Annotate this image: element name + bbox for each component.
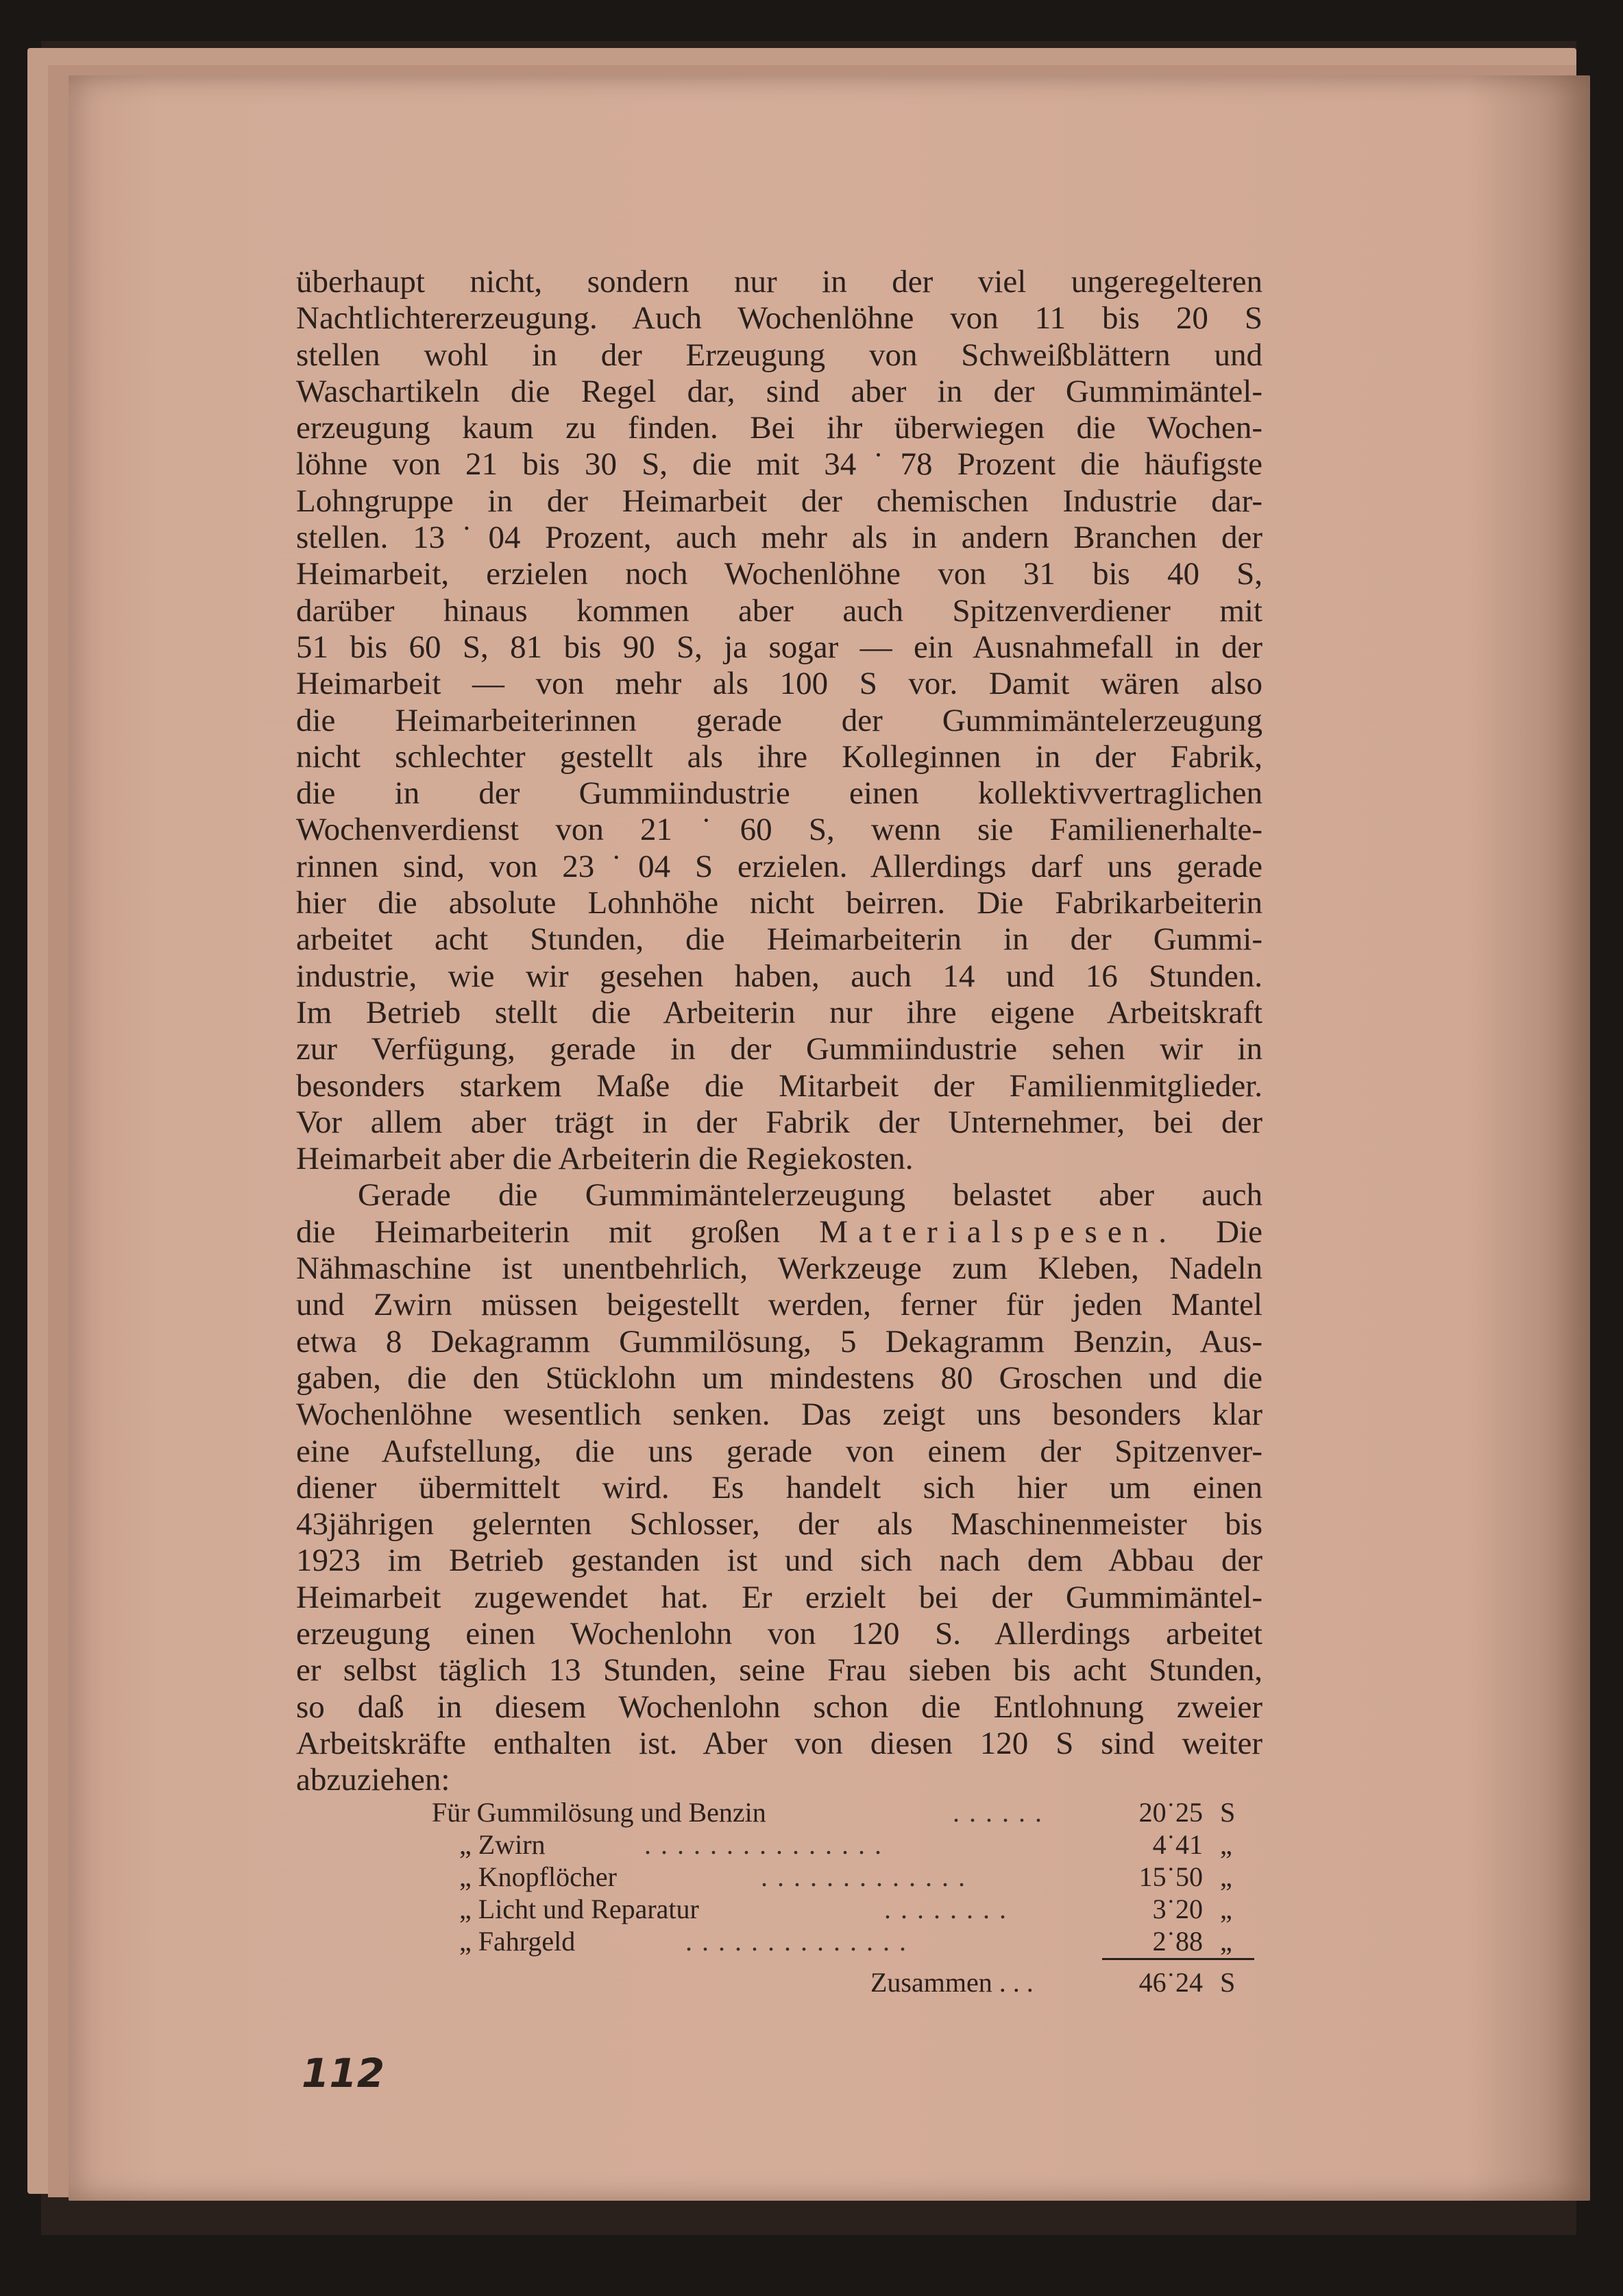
text-line: stellen wohl in der Erzeugung von Schweißblättern und (296, 337, 1262, 373)
expense-row (432, 1925, 1254, 1957)
body-text (296, 264, 1262, 1798)
expense-label: „ Fahrgeld (459, 1926, 576, 1957)
leader-dots: ............. (761, 1861, 975, 1892)
text-line: eine Aufstellung, die uns gerade von einem der Spitzenver- (296, 1433, 1262, 1469)
text-line: arbeitet acht Stunden, die Heimarbeiterin in der Gummi- (296, 921, 1262, 958)
text-line: Lohngruppe in der Heimarbeit der chemischen Industrie dar- (296, 483, 1262, 519)
expense-label: „ Zwirn (459, 1829, 546, 1860)
text-line: so daß in diesem Wochenlohn schon die Entlohnung zweier (296, 1689, 1262, 1725)
text-line: Heimarbeit aber die Arbeiterin die Regiekosten. (296, 1141, 914, 1177)
expense-value: 3˙20 (1152, 1894, 1203, 1924)
text-line: zur Verfügung, gerade in der Gummiindustrie sehen wir in (296, 1031, 1262, 1067)
paragraph-2 (296, 1177, 1262, 1798)
text-line: abzuziehen: (296, 1762, 450, 1798)
expense-label: Für Gummilösung und Benzin (432, 1797, 766, 1828)
text-line: Wochenlöhne wesentlich senken. Das zeigt uns besonders klar (296, 1397, 1262, 1433)
expense-unit: S (1220, 1797, 1236, 1828)
text-line: 43jährigen gelernten Schlosser, der als Maschinenmeister bis (296, 1506, 1262, 1543)
expense-value: 4˙41 (1152, 1829, 1203, 1860)
expense-value: 20˙25 (1138, 1797, 1203, 1828)
text-line: er selbst täglich 13 Stunden, seine Frau sieben bis acht Stunden, (296, 1652, 1262, 1689)
text-line: Vor allem aber trägt in der Fabrik der Unternehmer, bei der (296, 1104, 1262, 1140)
sum-rule (1102, 1958, 1254, 1960)
text-line: industrie, wie wir gesehen haben, auch 14 und 16 Stunden. (296, 958, 1262, 994)
expense-row (432, 1828, 1254, 1861)
text-line: die in der Gummiindustrie einen kollektivvertraglichen (296, 775, 1262, 812)
text-line: Wochenverdienst von 21˙60 S, wenn sie Familienerhalte- (296, 812, 1262, 848)
text-line: 51 bis 60 S, 81 bis 90 S, ja sogar — ein Ausnahmefall in der (296, 629, 1262, 665)
leader-dots: ...... (953, 1797, 1051, 1828)
total-label: Zusammen . . . (870, 1967, 1034, 1998)
text-line: Nachtlichtererzeugung. Auch Wochenlöhne von 11 bis 20 S (296, 300, 1262, 337)
text-line: Heimarbeit, erzielen noch Wochenlöhne von 31 bis 40 S, (296, 556, 1262, 592)
page-number: 112 (302, 2050, 385, 2096)
expense-value: 15˙50 (1138, 1861, 1203, 1892)
paragraph-1 (296, 264, 1262, 1177)
expense-row (432, 1796, 1254, 1828)
text-line: Heimarbeit — von mehr als 100 S vor. Damit wären also (296, 666, 1262, 702)
text-line: diener übermittelt wird. Es handelt sich hier um einen (296, 1469, 1262, 1506)
text-line: erzeugung einen Wochenlohn von 120 S. Allerdings arbeitet (296, 1615, 1262, 1652)
text-line: nicht schlechter gestellt als ihre Kolleginnen in der Fabrik, (296, 738, 1262, 775)
text-line: etwa 8 Dekagramm Gummilösung, 5 Dekagramm Benzin, Aus- (296, 1323, 1262, 1360)
expense-value: 2˙88 (1152, 1926, 1203, 1957)
expense-row (432, 1893, 1254, 1925)
text-line: gaben, die den Stücklohn um mindestens 80 Groschen und die (296, 1360, 1262, 1396)
text-line: darüber hinaus kommen aber auch Spitzenverdiener mit (296, 592, 1262, 629)
expense-total-row (870, 1966, 1254, 1998)
text-line: löhne von 21 bis 30 S, die mit 34˙78 Prozent die häufigste (296, 446, 1262, 483)
expense-unit: „ (1220, 1861, 1232, 1892)
expense-label: „ Licht und Reparatur (459, 1894, 699, 1924)
text-line: rinnen sind, von 23˙04 S erzielen. Allerdings darf uns gerade (296, 848, 1262, 884)
text-line: Arbeitskräfte enthalten ist. Aber von diesen 120 S sind weiter (296, 1725, 1262, 1761)
text-line: Heimarbeit zugewendet hat. Er erzielt bei der Gummimäntel- (296, 1579, 1262, 1615)
expense-unit: „ (1220, 1829, 1232, 1860)
leader-dots: ........ (884, 1894, 1016, 1924)
expense-unit: „ (1220, 1894, 1232, 1924)
text-line: und Zwirn müssen beigestellt werden, ferner für jeden Mantel (296, 1287, 1262, 1323)
expense-table (432, 1796, 1254, 1957)
text-line: Im Betrieb stellt die Arbeiterin nur ihre eigene Arbeitskraft (296, 994, 1262, 1030)
text-line: Gerade die Gummimäntelerzeugung belastet aber auch (358, 1177, 1262, 1213)
total-value: 46˙24 (1138, 1967, 1203, 1998)
text-line: besonders starkem Maße die Mitarbeit der Familienmitglieder. (296, 1067, 1262, 1104)
text-line: die Heimarbeiterin mit großen Materialspesen. Die (296, 1213, 1263, 1250)
expense-unit: „ (1220, 1926, 1232, 1957)
text-line: erzeugung kaum zu finden. Bei ihr überwiegen die Wochen- (296, 410, 1262, 446)
expense-row (432, 1861, 1254, 1893)
text-line: die Heimarbeiterinnen gerade der Gummimäntelerzeugung (296, 702, 1262, 738)
emphasized-term: Materialspesen. (819, 1213, 1177, 1250)
leader-dots: ............... (644, 1829, 891, 1860)
text-line: Nähmaschine ist unentbehrlich, Werkzeuge zum Kleben, Nadeln (296, 1250, 1262, 1287)
text-line: stellen. 13˙04 Prozent, auch mehr als in andern Branchen der (296, 520, 1262, 556)
text-line: hier die absolute Lohnhöhe nicht beirren. Die Fabrikarbeiterin (296, 885, 1262, 921)
text-line: 1923 im Betrieb gestanden ist und sich nach dem Abbau der (296, 1543, 1262, 1579)
expense-label: „ Knopflöcher (459, 1861, 617, 1892)
text-line: Waschartikeln die Regel dar, sind aber in der Gummimäntel- (296, 373, 1262, 409)
text-line: überhaupt nicht, sondern nur in der viel ungeregelteren (296, 264, 1262, 300)
leader-dots: .............. (685, 1926, 916, 1957)
total-unit: S (1220, 1967, 1236, 1998)
